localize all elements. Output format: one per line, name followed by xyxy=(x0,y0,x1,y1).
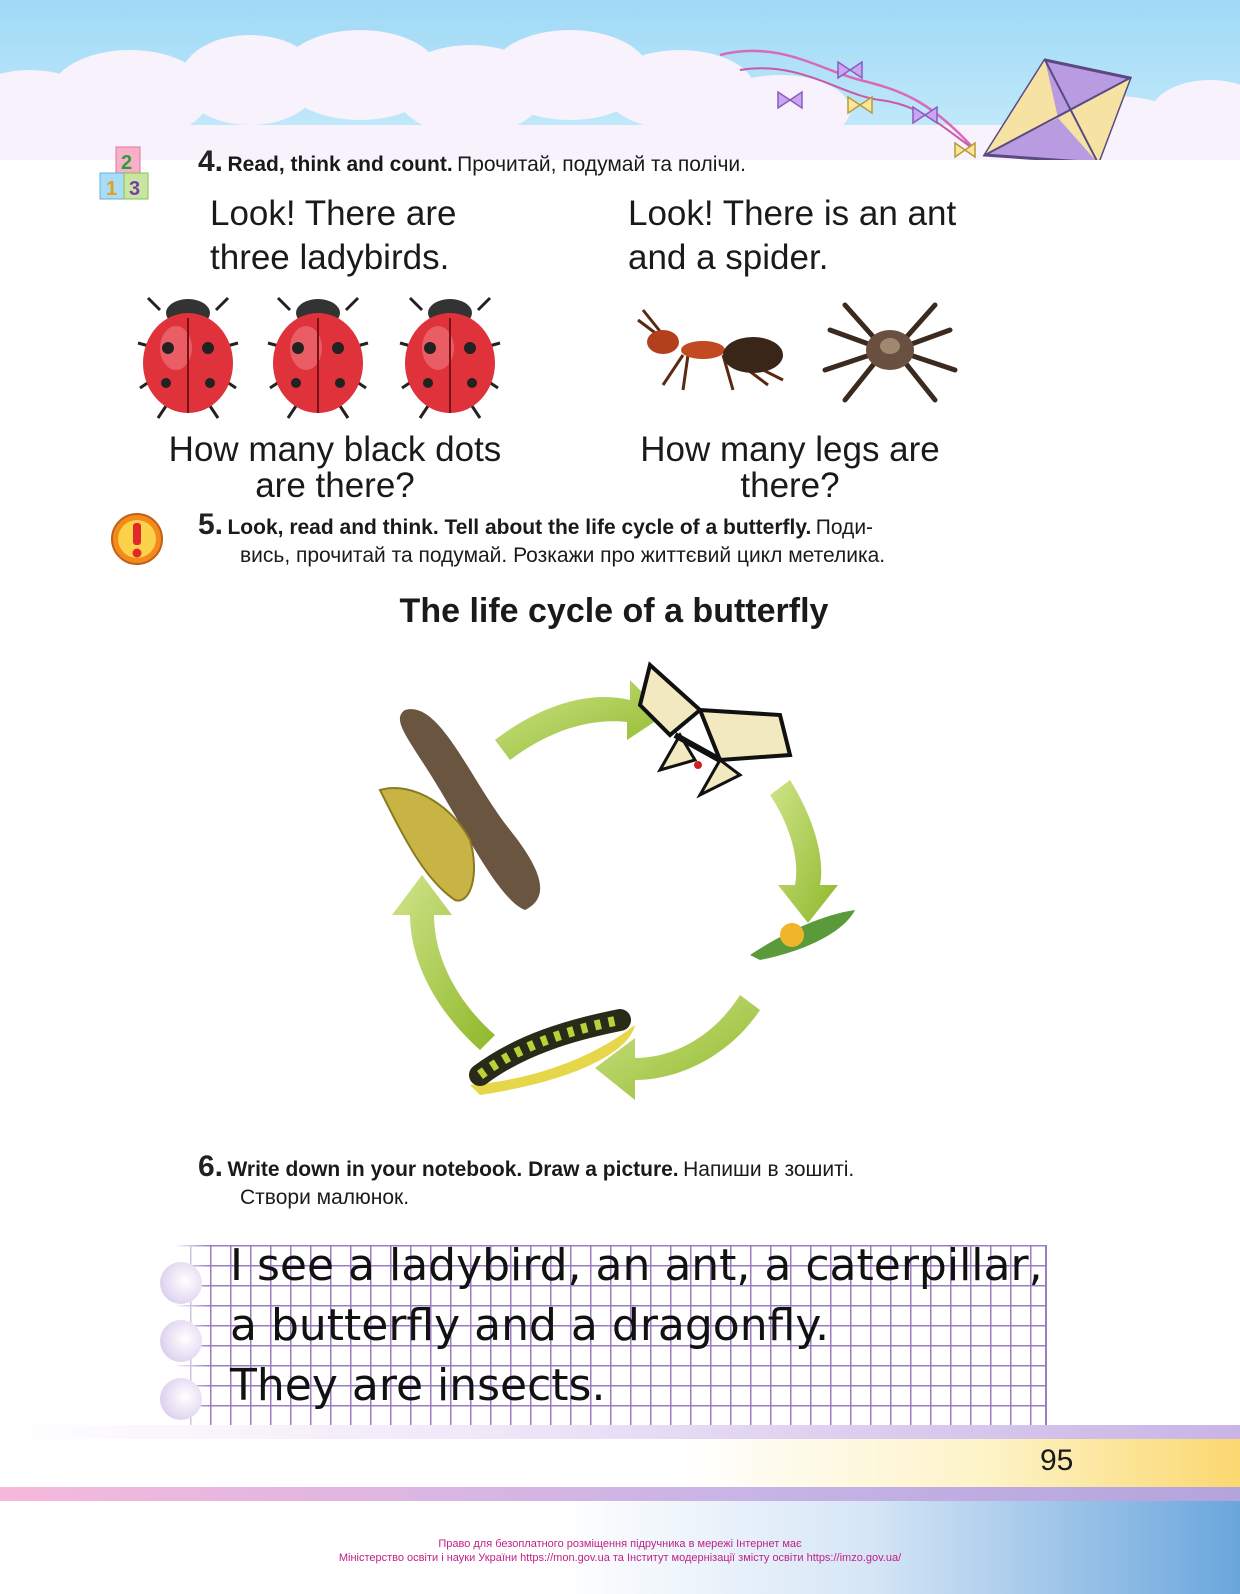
notebook-line: a butterfly and a dragonfly. xyxy=(230,1300,830,1351)
notebook-line: They are insects. xyxy=(230,1360,606,1411)
footer-band-pink xyxy=(0,1487,1240,1501)
task-number: 4. xyxy=(198,145,224,178)
ant-image xyxy=(628,300,808,400)
sky-header xyxy=(0,0,1240,160)
number-blocks-icon xyxy=(98,145,162,201)
spider-image xyxy=(815,290,965,410)
notebook-ring xyxy=(160,1378,202,1420)
dots-question: How many black dots are there? xyxy=(168,430,502,505)
ladybirds-image xyxy=(128,288,508,423)
task-instruction-ua: Створи малюнок. xyxy=(240,1186,410,1209)
ladybird-caption: Look! There are three ladybirds. xyxy=(210,194,457,277)
task6-heading: 6. Write down in your notebook. Draw a picture. Напиши в зошиті. Створи малюнок. xyxy=(198,1150,1038,1210)
cycle-title: The life cycle of a butterfly xyxy=(399,592,829,630)
life-cycle-diagram xyxy=(360,660,870,1120)
legs-question: How many legs are there? xyxy=(640,430,940,505)
footer-copyright-line1: Право для безоплатного розміщення підручника в мережі Інтернет має xyxy=(438,1538,802,1550)
task-instruction-en: Read, think and count. xyxy=(227,153,453,176)
footer-band-top xyxy=(0,1425,1240,1439)
task-instruction-ua: вись, прочитай та подумай. Розкажи про життєвий цикл метелика. xyxy=(240,544,886,567)
task-number: 5. xyxy=(198,508,224,541)
egg-image xyxy=(750,910,855,960)
exclamation-icon xyxy=(110,512,164,566)
notebook-text xyxy=(230,1236,1043,1416)
notebook-ring xyxy=(160,1320,202,1362)
ant-spider-caption: Look! There is an ant and a spider. xyxy=(628,194,957,277)
butterfly-image xyxy=(640,665,790,795)
svg-text:1: 1 xyxy=(106,178,118,200)
svg-text:3: 3 xyxy=(129,178,141,200)
notebook-ring xyxy=(160,1262,202,1304)
cycle-arrow xyxy=(495,680,665,760)
task-instruction-en: Write down in your notebook. Draw a picture. xyxy=(227,1158,679,1181)
task-instruction-en: Look, read and think. Tell about the life cycle of a butterfly. xyxy=(227,516,812,539)
task-instruction-ua: Прочитай, подумай та полічи. xyxy=(457,153,746,176)
page-number: 95 xyxy=(1040,1444,1074,1477)
task5-heading: 5. Look, read and think. Tell about the life cycle of a butterfly. Поди- вись, прочитай та подумай. Розкажи про життєвий цикл метелика. xyxy=(198,508,1078,568)
task-number: 6. xyxy=(198,1150,224,1183)
cycle-arrow xyxy=(392,875,495,1050)
cycle-arrow xyxy=(770,780,838,923)
notebook-line: I see a ladybird, an ant, a caterpillar, xyxy=(230,1240,1043,1291)
footer-copyright-line2: Міністерство освіти і науки України https://mon.gov.ua та Інститут модернізації змісту освіти https://imzo.gov.ua/ xyxy=(338,1552,902,1564)
task4-heading xyxy=(198,145,1098,179)
svg-text:2: 2 xyxy=(121,152,133,174)
